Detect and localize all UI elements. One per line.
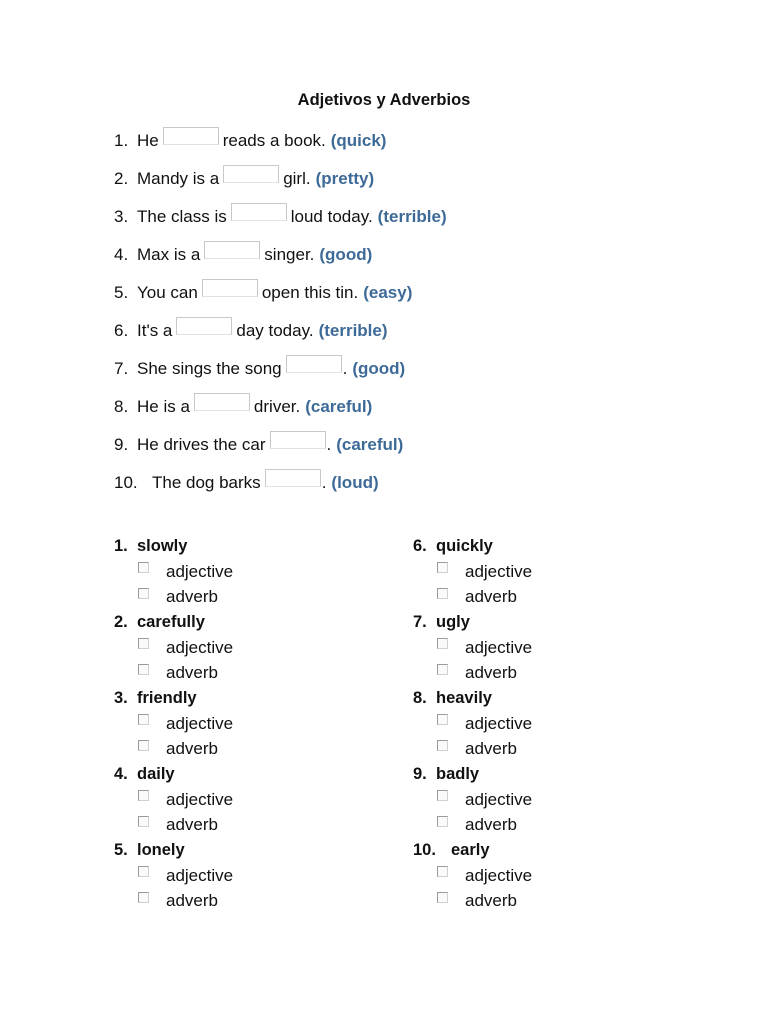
answer-input[interactable] — [286, 355, 342, 373]
question-title — [114, 534, 413, 559]
option-label: adverb — [465, 891, 517, 911]
word-hint: (good) — [319, 245, 373, 264]
checkbox[interactable] — [138, 816, 149, 827]
checkbox[interactable] — [138, 892, 149, 903]
option-label: adverb — [166, 739, 218, 759]
option-adjective[interactable] — [413, 635, 712, 661]
sentence-text-before: The class is — [137, 207, 227, 226]
checkbox[interactable] — [138, 740, 149, 751]
option-adverb[interactable] — [413, 813, 712, 839]
option-adjective[interactable] — [114, 559, 413, 585]
question-word: ugly — [436, 613, 470, 631]
question-number: 10. — [413, 841, 436, 859]
question-title — [413, 686, 712, 711]
option-label: adverb — [166, 663, 218, 683]
checkbox[interactable] — [437, 816, 448, 827]
option-adverb[interactable] — [413, 889, 712, 915]
question-item — [413, 686, 712, 762]
question-word: heavily — [436, 689, 492, 707]
answer-input[interactable] — [176, 317, 232, 335]
checkbox[interactable] — [138, 588, 149, 599]
checkbox[interactable] — [437, 562, 448, 573]
option-adverb[interactable] — [413, 737, 712, 763]
question-word: carefully — [137, 613, 205, 631]
question-title — [413, 534, 712, 559]
option-label: adjective — [465, 865, 533, 885]
question-word: early — [451, 841, 490, 859]
sentence-text-before: You can — [137, 283, 198, 302]
option-adverb[interactable] — [114, 737, 413, 763]
sentence-text-before: She sings the song — [137, 359, 282, 378]
answer-input[interactable] — [265, 469, 321, 487]
checkbox[interactable] — [138, 638, 149, 649]
answer-input[interactable] — [223, 165, 279, 183]
option-label: adverb — [465, 739, 517, 759]
answer-input[interactable] — [194, 393, 250, 411]
option-adjective[interactable] — [413, 863, 712, 889]
option-label: adjective — [465, 637, 533, 657]
checkbox[interactable] — [138, 664, 149, 675]
sentence-item — [114, 122, 674, 160]
sentence-item — [114, 350, 674, 388]
option-label: adverb — [465, 815, 517, 835]
sentence-text-after: girl. — [283, 169, 311, 188]
word-hint: (terrible) — [318, 321, 388, 340]
answer-input[interactable] — [231, 203, 287, 221]
sentence-item — [114, 198, 674, 236]
sentence-number: 5. — [114, 283, 129, 302]
question-title — [114, 610, 413, 635]
question-title — [413, 762, 712, 787]
sentence-number: 7. — [114, 359, 129, 378]
option-label: adjective — [166, 561, 234, 581]
question-item — [413, 762, 712, 838]
option-adjective[interactable] — [114, 787, 413, 813]
option-label: adjective — [166, 637, 234, 657]
question-item — [413, 534, 712, 610]
option-adjective[interactable] — [114, 863, 413, 889]
option-adverb[interactable] — [413, 585, 712, 611]
sentence-number: 4. — [114, 245, 129, 264]
word-hint: (careful) — [336, 435, 404, 454]
question-item — [114, 686, 413, 762]
sentence-text-before: It's a — [137, 321, 173, 340]
question-number: 3. — [114, 689, 128, 707]
sentence-item — [114, 160, 674, 198]
question-word: badly — [436, 765, 480, 783]
sentence-text-after: driver. — [253, 397, 301, 416]
answer-input[interactable] — [163, 127, 219, 145]
sentence-number: 6. — [114, 321, 129, 340]
option-adjective[interactable] — [413, 787, 712, 813]
option-label: adjective — [465, 561, 533, 581]
question-title — [413, 610, 712, 635]
option-adverb[interactable] — [413, 661, 712, 687]
question-number: 6. — [413, 537, 427, 555]
question-word: lonely — [137, 841, 185, 859]
question-number: 9. — [413, 765, 427, 783]
sentence-number: 9. — [114, 435, 129, 454]
sentence-item — [114, 312, 674, 350]
checkbox[interactable] — [437, 714, 448, 725]
sentence-text-before: He — [137, 131, 159, 150]
sentence-item — [114, 388, 674, 426]
sentence-item — [114, 236, 674, 274]
worksheet-title: Adjetivos y Adverbios — [297, 91, 471, 109]
checkbox[interactable] — [437, 588, 448, 599]
classification-section — [114, 534, 714, 914]
question-word: slowly — [137, 537, 188, 555]
question-number: 2. — [114, 613, 128, 631]
sentence-text-after: open this tin. — [261, 283, 359, 302]
question-item — [114, 838, 413, 914]
question-item — [413, 838, 712, 914]
sentence-number: 2. — [114, 169, 129, 188]
sentence-item — [114, 464, 674, 502]
option-label: adverb — [465, 663, 517, 683]
option-label: adjective — [465, 789, 533, 809]
sentence-item — [114, 274, 674, 312]
sentence-number: 3. — [114, 207, 129, 226]
sentence-text-after: singer. — [264, 245, 315, 264]
option-adverb[interactable] — [114, 585, 413, 611]
sentence-text-before: Mandy is a — [137, 169, 220, 188]
answer-input[interactable] — [204, 241, 260, 259]
option-label: adjective — [166, 713, 234, 733]
checkbox[interactable] — [437, 638, 448, 649]
answer-input[interactable] — [270, 431, 326, 449]
word-hint: (terrible) — [377, 207, 447, 226]
checkbox[interactable] — [437, 790, 448, 801]
sentence-item — [114, 426, 674, 464]
option-label: adjective — [465, 713, 533, 733]
option-adjective[interactable] — [114, 711, 413, 737]
question-number: 8. — [413, 689, 427, 707]
question-word: daily — [137, 765, 175, 783]
word-hint: (loud) — [331, 473, 379, 492]
sentence-number: 10. — [114, 473, 138, 492]
question-title — [114, 686, 413, 711]
sentence-text-before: Max is a — [137, 245, 201, 264]
question-item — [114, 610, 413, 686]
question-title — [413, 838, 712, 863]
sentence-text-after: day today. — [236, 321, 314, 340]
question-number: 1. — [114, 537, 128, 555]
option-label: adverb — [166, 587, 218, 607]
word-hint: (quick) — [330, 131, 387, 150]
question-number: 4. — [114, 765, 128, 783]
checkbox[interactable] — [437, 740, 448, 751]
question-title — [114, 762, 413, 787]
sentence-text-after: reads a book. — [222, 131, 326, 150]
option-label: adverb — [166, 891, 218, 911]
question-item — [114, 762, 413, 838]
checkbox[interactable] — [138, 714, 149, 725]
checkbox[interactable] — [138, 866, 149, 877]
option-adjective[interactable] — [413, 559, 712, 585]
sentence-text-after: loud today. — [290, 207, 373, 226]
word-hint: (good) — [352, 359, 406, 378]
option-adjective[interactable] — [114, 635, 413, 661]
question-number: 5. — [114, 841, 128, 859]
question-column-right — [413, 534, 712, 914]
sentence-text-after: . — [326, 435, 332, 454]
sentence-text-before: He is a — [137, 397, 190, 416]
sentence-text-before: The dog barks — [152, 473, 261, 492]
question-title — [114, 838, 413, 863]
sentence-text-before: He drives the car — [137, 435, 266, 454]
question-item — [114, 534, 413, 610]
option-adverb[interactable] — [114, 661, 413, 687]
checkbox[interactable] — [437, 866, 448, 877]
option-label: adjective — [166, 789, 234, 809]
option-label: adverb — [166, 815, 218, 835]
option-adverb[interactable] — [114, 813, 413, 839]
option-label: adjective — [166, 865, 234, 885]
word-hint: (careful) — [305, 397, 373, 416]
question-item — [413, 610, 712, 686]
question-word: quickly — [436, 537, 493, 555]
sentence-number: 8. — [114, 397, 129, 416]
sentence-text-after: . — [342, 359, 348, 378]
checkbox[interactable] — [138, 562, 149, 573]
answer-input[interactable] — [202, 279, 258, 297]
sentence-number: 1. — [114, 131, 129, 150]
word-hint: (easy) — [363, 283, 413, 302]
option-label: adverb — [465, 587, 517, 607]
checkbox[interactable] — [437, 664, 448, 675]
checkbox[interactable] — [138, 790, 149, 801]
option-adjective[interactable] — [413, 711, 712, 737]
question-word: friendly — [137, 689, 197, 707]
word-hint: (pretty) — [315, 169, 375, 188]
sentence-text-after: . — [321, 473, 327, 492]
option-adverb[interactable] — [114, 889, 413, 915]
question-column-left — [114, 534, 413, 914]
checkbox[interactable] — [437, 892, 448, 903]
fill-in-sentences — [114, 122, 674, 502]
question-number: 7. — [413, 613, 427, 631]
